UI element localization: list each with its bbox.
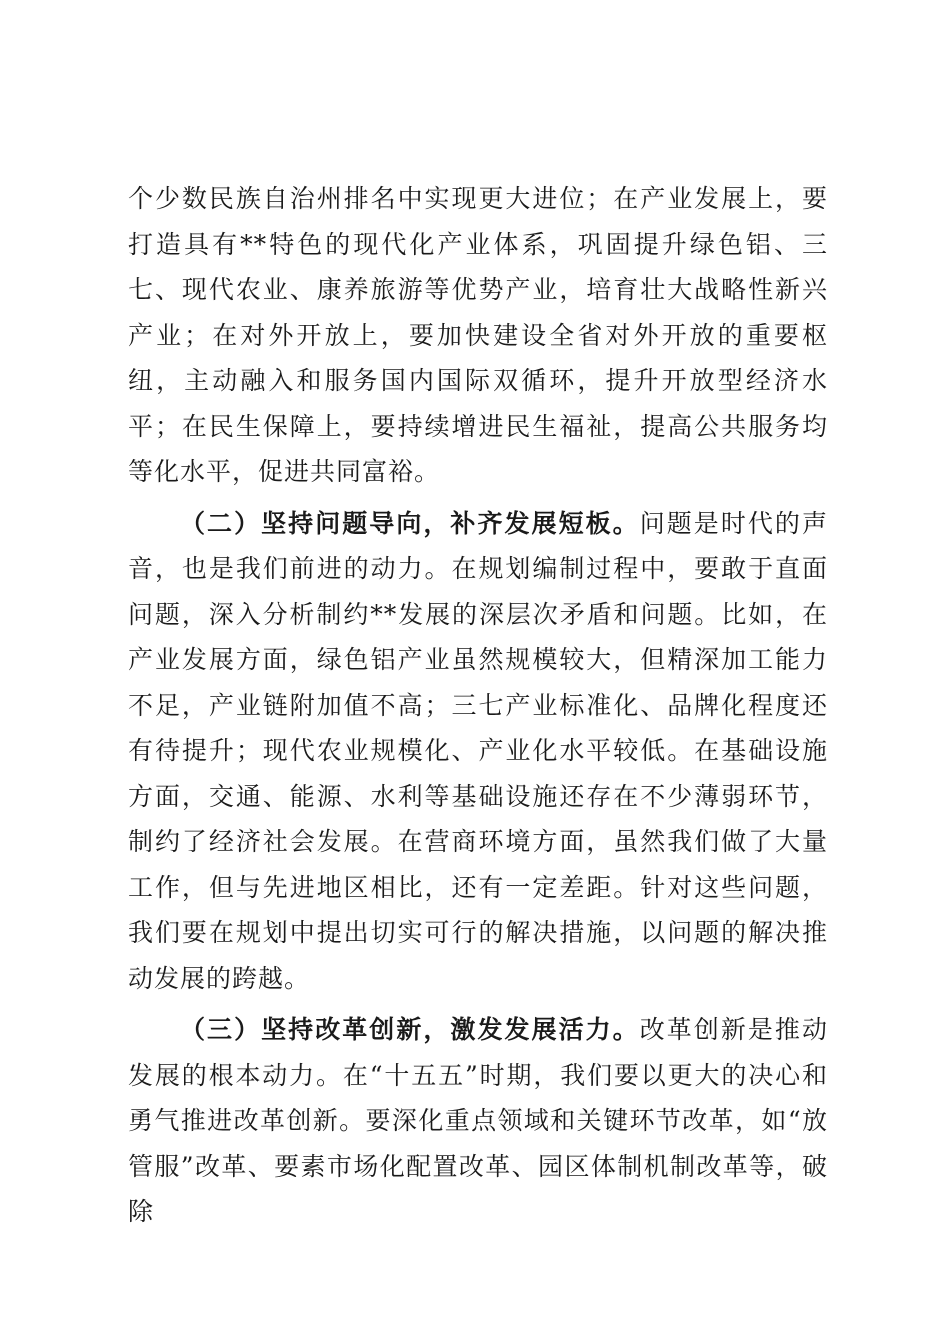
paragraph-text: 改革创新是推动发展的根本动力。在“十五五”时期，我们要以更大的决心和勇气推进改革创新。要深化重点领域和关键环节改革，如“放管服”改革、要素市场化配置改革、园区体制机制改革等，破除 bbox=[128, 1015, 828, 1226]
document-body bbox=[128, 176, 828, 1235]
paragraph-text: 问题是时代的声音，也是我们前进的动力。在规划编制过程中，要敢于直面问题，深入分析制约**发展的深层次矛盾和问题。比如，在产业发展方面，绿色铝产业虽然规模较大，但精深加工能力不足，产业链附加值不高；三七产业标准化、品牌化程度还有待提升；现代农业规模化、产业化水平较低。在基础设施方面，交通、能源、水利等基础设施还存在不少薄弱环节，制约了经济社会发展。在营商环境方面，虽然我们做了大量工作，但与先进地区相比，还有一定差距。针对这些问题，我们要在规划中提出切实可行的解决措施，以问题的解决推动发展的跨越。 bbox=[128, 508, 828, 993]
paragraph-text: 个少数民族自治州排名中实现更大进位；在产业发展上，要打造具有**特色的现代化产业体系，巩固提升绿色铝、三七、现代农业、康养旅游等优势产业，培育壮大战略性新兴产业；在对外开放上，要加快建设全省对外开放的重要枢纽，主动融入和服务国内国际双循环，提升开放型经济水平；在民生保障上，要持续增进民生福祉，提高公共服务均等化水平，促进共同富裕。 bbox=[128, 184, 828, 486]
paragraph-section-3 bbox=[128, 1007, 828, 1235]
paragraph-section-2 bbox=[128, 501, 828, 1002]
paragraph-continuation bbox=[128, 176, 828, 495]
section-heading: （三）坚持改革创新，激发发展活力。 bbox=[180, 1015, 640, 1044]
section-heading: （二）坚持问题导向，补齐发展短板。 bbox=[180, 508, 640, 538]
